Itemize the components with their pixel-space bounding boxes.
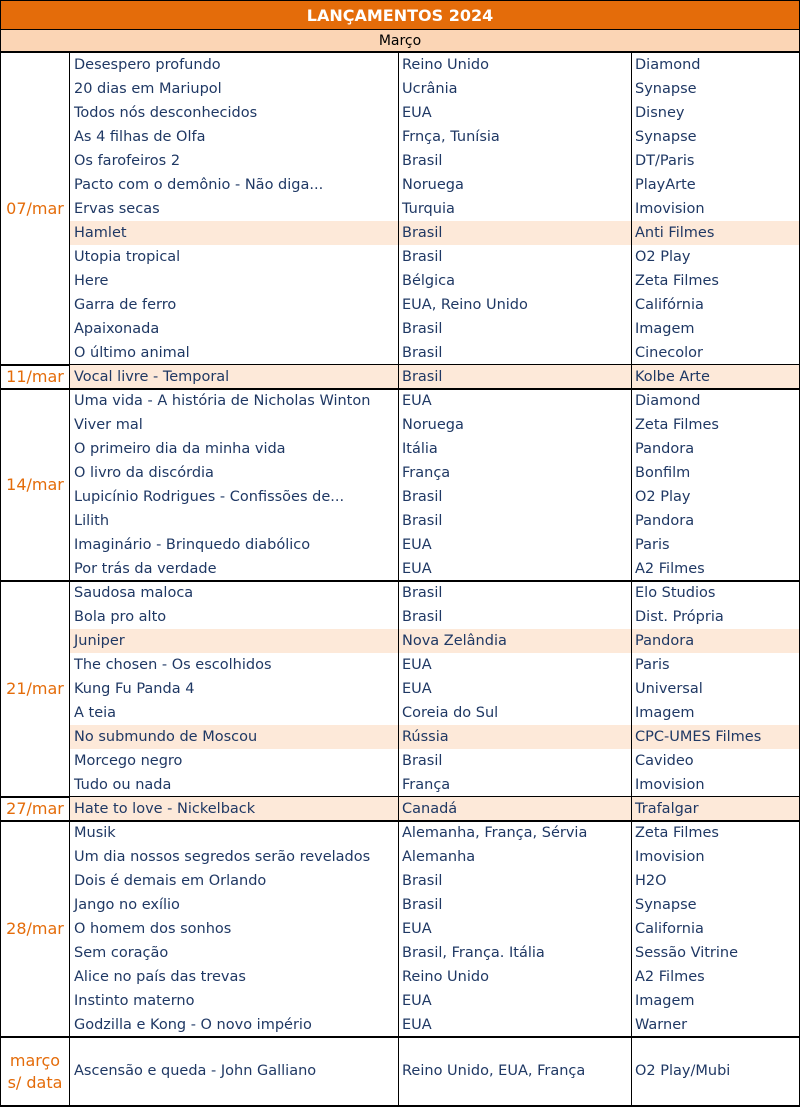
table-row (70, 677, 800, 701)
table-row (70, 173, 800, 197)
table-row (70, 845, 800, 869)
movie-country: Brasil (398, 869, 631, 893)
movie-title: O homem dos sonhos (74, 921, 232, 937)
movie-title: Morcego negro (74, 753, 183, 769)
movie-distributor: Zeta Filmes (631, 269, 800, 293)
movie-title: 20 dias em Mariupol (74, 81, 222, 97)
movie-title: Tudo ou nada (74, 777, 172, 793)
movie-distributor: Trafalgar (631, 797, 800, 821)
movie-country: Brasil (398, 893, 631, 917)
movie-country: França (398, 773, 631, 797)
movie-title: Godzilla e Kong - O novo império (74, 1017, 312, 1033)
release-group (0, 53, 800, 365)
movie-distributor: Zeta Filmes (631, 413, 800, 437)
movie-title: Jango no exílio (74, 897, 180, 913)
movie-title: Alice no país das trevas (74, 969, 246, 985)
movie-distributor: DT/Paris (631, 149, 800, 173)
table-row (70, 629, 800, 653)
movie-title: The chosen - Os escolhidos (74, 657, 272, 673)
movie-title: O livro da discórdia (74, 465, 214, 481)
movie-title: Todos nós desconhecidos (74, 105, 258, 121)
movie-title: Hamlet (74, 225, 127, 241)
movie-country: Reino Unido (398, 53, 631, 77)
movie-title: Saudosa maloca (74, 585, 194, 601)
movie-country: Brasil, França. Itália (398, 941, 631, 965)
release-date: 11/mar (0, 365, 70, 389)
movie-distributor: Califórnia (631, 293, 800, 317)
movie-title: Ascensão e queda - John Galliano (74, 1063, 317, 1079)
movie-distributor: Imagem (631, 701, 800, 725)
table-row (70, 1037, 800, 1106)
movie-country: Itália (398, 437, 631, 461)
movie-title: Kung Fu Panda 4 (74, 681, 195, 697)
table-row (70, 125, 800, 149)
movie-country: Bélgica (398, 269, 631, 293)
table-row (70, 437, 800, 461)
movie-distributor: Imovision (631, 773, 800, 797)
movie-distributor: Bonfilm (631, 461, 800, 485)
table-row (70, 773, 800, 797)
table-row (70, 293, 800, 317)
movie-title: Sem coração (74, 945, 169, 961)
table-row (70, 797, 800, 821)
movie-title: Ervas secas (74, 201, 160, 217)
movie-title: O primeiro dia da minha vida (74, 441, 286, 457)
table-row (70, 533, 800, 557)
movie-distributor: Cinecolor (631, 341, 800, 365)
release-date: 07/mar (0, 53, 70, 365)
movie-distributor: O2 Play/Mubi (631, 1037, 800, 1106)
movie-country: Coreia do Sul (398, 701, 631, 725)
movie-title: Viver mal (74, 417, 143, 433)
movie-distributor: Pandora (631, 437, 800, 461)
movie-title: Por trás da verdade (74, 561, 217, 577)
movie-distributor: A2 Filmes (631, 557, 800, 581)
movie-title: No submundo de Moscou (74, 729, 258, 745)
movie-title: Os farofeiros 2 (74, 153, 181, 169)
table-row (70, 317, 800, 341)
release-group (0, 1037, 800, 1106)
movie-distributor: Synapse (631, 77, 800, 101)
movie-distributor: Pandora (631, 509, 800, 533)
movie-country: Canadá (398, 797, 631, 821)
movie-title: Instinto materno (74, 993, 195, 1009)
movie-country: Brasil (398, 509, 631, 533)
table-row (70, 269, 800, 293)
movie-distributor: Imagem (631, 317, 800, 341)
movie-title: Lilith (74, 513, 110, 529)
table-title: LANÇAMENTOS 2024 (0, 0, 800, 30)
movie-title: Utopia tropical (74, 249, 181, 265)
movie-title: Hate to love - Nickelback (74, 801, 256, 817)
movie-distributor: O2 Play (631, 245, 800, 269)
movie-distributor: Dist. Própria (631, 605, 800, 629)
table-row (70, 341, 800, 365)
movie-distributor: A2 Filmes (631, 965, 800, 989)
table-row (70, 725, 800, 749)
movie-title: Pacto com o demônio - Não diga... (74, 177, 324, 193)
movie-country: Frnça, Tunísia (398, 125, 631, 149)
movie-distributor: Paris (631, 653, 800, 677)
movie-distributor: Anti Filmes (631, 221, 800, 245)
movie-country: França (398, 461, 631, 485)
release-date: 27/mar (0, 797, 70, 821)
table-row (70, 509, 800, 533)
movie-distributor: Diamond (631, 53, 800, 77)
table-row (70, 701, 800, 725)
table-row (70, 221, 800, 245)
movie-distributor: Warner (631, 1013, 800, 1037)
movie-country: Brasil (398, 605, 631, 629)
release-group (0, 797, 800, 821)
table-row (70, 413, 800, 437)
movie-distributor: Cavideo (631, 749, 800, 773)
movie-country: Alemanha (398, 845, 631, 869)
movie-distributor: Paris (631, 533, 800, 557)
table-row (70, 365, 800, 389)
table-row (70, 389, 800, 413)
movie-distributor: Disney (631, 101, 800, 125)
table-row (70, 965, 800, 989)
table-row (70, 485, 800, 509)
movie-title: Lupicínio Rodrigues - Confissões de... (74, 489, 345, 505)
movie-title: Bola pro alto (74, 609, 167, 625)
movie-country: Reino Unido (398, 965, 631, 989)
movie-distributor: Elo Studios (631, 581, 800, 605)
movie-title: Juniper (74, 633, 125, 649)
movie-country: Brasil (398, 581, 631, 605)
movie-country: Brasil (398, 221, 631, 245)
movie-title: A teia (74, 705, 117, 721)
movie-country: EUA (398, 653, 631, 677)
movie-country: EUA (398, 917, 631, 941)
table-row (70, 989, 800, 1013)
movie-country: EUA (398, 1013, 631, 1037)
group-separator (0, 1105, 800, 1107)
movie-distributor: PlayArte (631, 173, 800, 197)
movie-country: EUA (398, 389, 631, 413)
table-row (70, 149, 800, 173)
movie-country: Brasil (398, 245, 631, 269)
movie-country: Nova Zelândia (398, 629, 631, 653)
release-date: 28/mar (0, 821, 70, 1037)
movie-distributor: California (631, 917, 800, 941)
movie-distributor: Synapse (631, 125, 800, 149)
table-row (70, 53, 800, 77)
movie-distributor: Sessão Vitrine (631, 941, 800, 965)
movie-title: As 4 filhas de Olfa (74, 129, 206, 145)
table-row (70, 941, 800, 965)
table-row (70, 197, 800, 221)
table-row (70, 461, 800, 485)
movie-distributor: Imovision (631, 845, 800, 869)
movie-country: EUA (398, 533, 631, 557)
movie-country: Brasil (398, 485, 631, 509)
table-row (70, 749, 800, 773)
release-group (0, 581, 800, 797)
movie-country: EUA (398, 989, 631, 1013)
movie-title: Vocal livre - Temporal (74, 369, 230, 385)
table-row (70, 821, 800, 845)
movie-title: Here (74, 273, 109, 289)
month-header: Março (0, 30, 800, 53)
movie-country: Brasil (398, 365, 631, 389)
movie-country: Alemanha, França, Sérvia (398, 821, 631, 845)
movie-title: Um dia nossos segredos serão revelados (74, 849, 371, 865)
movie-country: Brasil (398, 317, 631, 341)
movie-country: EUA (398, 101, 631, 125)
release-date: 21/mar (0, 581, 70, 797)
movie-distributor: Imovision (631, 197, 800, 221)
movie-country: Brasil (398, 149, 631, 173)
table-row (70, 869, 800, 893)
movie-distributor: Diamond (631, 389, 800, 413)
movie-country: EUA (398, 677, 631, 701)
table-row (70, 917, 800, 941)
movie-title: Uma vida - A história de Nicholas Winton (74, 393, 371, 409)
movie-title: O último animal (74, 345, 190, 361)
release-date: 14/mar (0, 389, 70, 581)
table-row (70, 101, 800, 125)
movie-distributor: O2 Play (631, 485, 800, 509)
movie-country: Rússia (398, 725, 631, 749)
movie-country: EUA (398, 557, 631, 581)
table-row (70, 653, 800, 677)
movie-title: Imaginário - Brinquedo diabólico (74, 537, 311, 553)
table-row (70, 1013, 800, 1037)
movie-distributor: Kolbe Arte (631, 365, 800, 389)
movie-country: EUA, Reino Unido (398, 293, 631, 317)
movie-distributor: Pandora (631, 629, 800, 653)
table-row (70, 581, 800, 605)
movie-country: Noruega (398, 173, 631, 197)
table-row (70, 77, 800, 101)
release-group (0, 365, 800, 389)
movie-country: Brasil (398, 749, 631, 773)
movie-title: Desespero profundo (74, 57, 221, 73)
movie-country: Noruega (398, 413, 631, 437)
table-row (70, 557, 800, 581)
movie-distributor: CPC-UMES Filmes (631, 725, 800, 749)
movie-country: Brasil (398, 341, 631, 365)
table-row (70, 605, 800, 629)
movie-distributor: Imagem (631, 989, 800, 1013)
movie-title: Dois é demais em Orlando (74, 873, 267, 889)
release-date: março s/ data (0, 1037, 70, 1106)
table-row (70, 893, 800, 917)
movie-country: Reino Unido, EUA, França (398, 1037, 631, 1106)
movie-distributor: H2O (631, 869, 800, 893)
movie-title: Musik (74, 825, 116, 841)
movie-distributor: Universal (631, 677, 800, 701)
movie-title: Garra de ferro (74, 297, 177, 313)
movie-distributor: Synapse (631, 893, 800, 917)
movie-country: Turquia (398, 197, 631, 221)
movie-title: Apaixonada (74, 321, 160, 337)
release-group (0, 389, 800, 581)
movie-distributor: Zeta Filmes (631, 821, 800, 845)
release-group (0, 821, 800, 1037)
movie-country: Ucrânia (398, 77, 631, 101)
table-row (70, 245, 800, 269)
